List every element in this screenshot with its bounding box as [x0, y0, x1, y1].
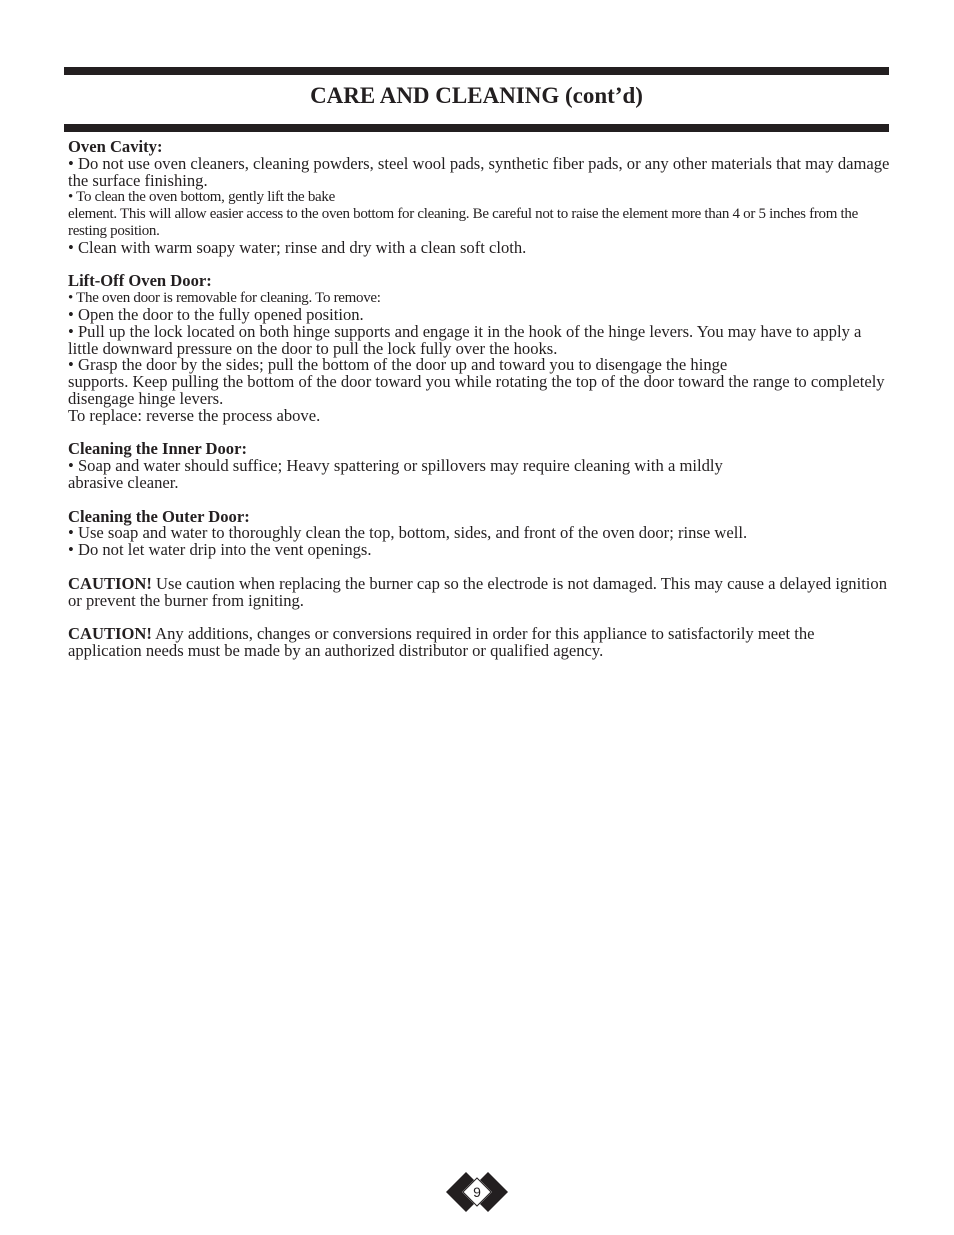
lift-off-door-line-2: • Open the door to the fully opened position.	[68, 304, 364, 324]
caution-label: CAUTION!	[68, 573, 152, 593]
caution-text: Use caution when replacing the burner cap so the electrode is not damaged. This may cause a delayed ignition or prevent the burner from igniting.	[68, 573, 888, 610]
page-number: 9	[473, 1184, 481, 1200]
lift-off-door-line-3: • Pull up the lock located on both hinge supports and engage it in the hook of the hinge levers. You may have to apply a little downward pressure on the door to pull the lock fully over the hooks.	[68, 321, 862, 358]
caution-text: Any additions, changes or conversions required in order for this appliance to satisfactorily meet the application needs must be made by an authorized distributor or qualified agency.	[68, 624, 815, 660]
caution-burner-cap	[68, 573, 890, 610]
section-inner-door	[68, 441, 890, 491]
section-outer-door	[68, 506, 890, 560]
content	[68, 139, 890, 677]
oven-cavity-line-2b: element. This will allow easier access to the oven bottom for cleaning. Be careful not to raise the element more than 4 or 5 inches from the resting position.	[68, 206, 858, 239]
inner-door-line-1b: abrasive cleaner.	[68, 472, 179, 492]
inner-door-line-1a: • Soap and water should suffice; Heavy spattering or spillovers may require cleaning with a mildly	[68, 456, 723, 476]
caution-label: CAUTION!	[68, 624, 152, 644]
caution-conversions	[68, 626, 890, 660]
lift-off-door-line-4b: supports. Keep pulling the bottom of the door toward you while rotating the top of the door toward the range to completely disengage hinge levers.	[68, 372, 885, 408]
lift-off-door-line-4a: • Grasp the door by the sides; pull the bottom of the door up and toward you to disengage the hinge	[68, 355, 728, 375]
page-title: CARE AND CLEANING (cont’d)	[310, 83, 643, 108]
outer-door-heading: Cleaning the Outer Door:	[68, 506, 250, 526]
outer-door-line-1: • Use soap and water to thoroughly clean the top, bottom, sides, and front of the oven door; rinse well.	[68, 523, 748, 543]
oven-cavity-line-2a: • To clean the oven bottom, gently lift the bake	[68, 189, 335, 206]
oven-cavity-line-3: • Clean with warm soapy water; rinse and dry with a clean soft cloth.	[68, 237, 527, 257]
section-oven-cavity	[68, 139, 890, 257]
outer-door-line-2: • Do not let water drip into the vent openings.	[68, 540, 372, 560]
page-number-badge	[446, 1172, 508, 1212]
title-bottom-rule	[64, 124, 889, 132]
lift-off-door-heading: Lift-Off Oven Door:	[68, 271, 212, 291]
top-rule	[64, 67, 889, 75]
oven-cavity-line-1: • Do not use oven cleaners, cleaning powders, steel wool pads, synthetic fiber pads, or any other materials that may damage the surface finishing.	[68, 153, 890, 190]
oven-cavity-heading: Oven Cavity:	[68, 137, 163, 156]
section-caution-burner-cap	[68, 573, 890, 610]
section-caution-conversions	[68, 626, 890, 660]
lift-off-door-line-1: • The oven door is removable for cleaning. To remove:	[68, 290, 381, 307]
lift-off-door-line-5: To replace: reverse the process above.	[68, 405, 321, 425]
inner-door-heading: Cleaning the Inner Door:	[68, 439, 247, 459]
section-lift-off-door	[68, 273, 890, 424]
